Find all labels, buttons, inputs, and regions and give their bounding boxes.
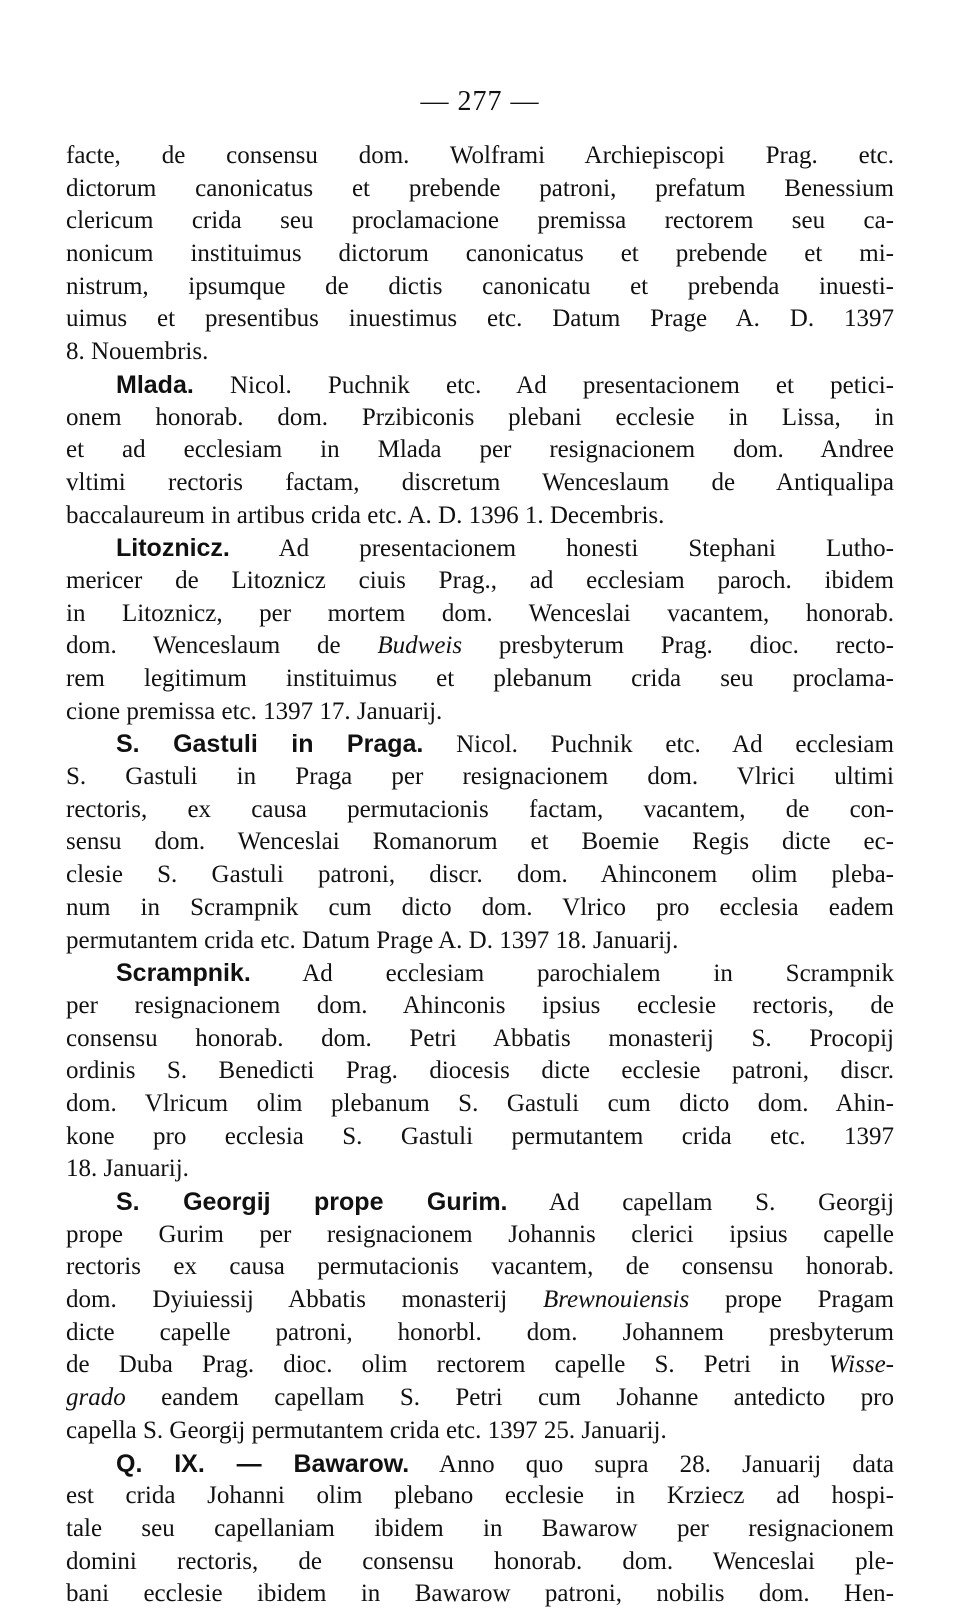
line-text: tale seu capellaniam ibidem in Bawarow per resignacionem <box>66 1514 894 1542</box>
line-text: est crida Johanni olim plebano ecclesie in Krziecz ad hospi- <box>66 1482 894 1510</box>
entry-heading: S. Georgij prope Gurim. <box>116 1188 508 1216</box>
line-text: Ad presentacionem honesti Stephani Lutho- <box>229 535 894 563</box>
text-line <box>66 696 894 729</box>
italic-place-name: grado <box>66 1384 126 1412</box>
line-text: eandem capellam S. Petri cum Johanne antedicto pro <box>125 1384 894 1412</box>
line-text-pre: dom. Wenceslaum de <box>66 632 378 660</box>
text-line <box>66 565 894 598</box>
line-text: dictorum canonicatus et prebende patroni, prefatum Benessium <box>66 174 894 202</box>
text-line <box>66 1349 894 1382</box>
text-line <box>66 1153 894 1186</box>
line-text: rectoris, ex causa permutacionis factam, vacantem, de con- <box>66 795 894 823</box>
line-text: S. Gastuli in Praga per resignacionem dom. Vlrici ultimi <box>66 763 894 791</box>
text-line <box>66 467 894 500</box>
text-line <box>66 925 894 958</box>
entry-heading: Litoznicz. <box>116 534 230 563</box>
page-number: — 277 — <box>420 86 540 117</box>
line-text: baccalaureum in artibus crida etc. A. D. 1396 1. Decembris. <box>66 501 665 529</box>
italic-place-name: Brewnouiensis <box>542 1286 690 1314</box>
line-text: in Litoznicz, per mortem dom. Wenceslai vacantem, honorab. <box>66 599 894 627</box>
text-line <box>66 1513 894 1546</box>
text-line <box>66 1121 894 1154</box>
line-text: presbyterum Prag. dioc. recto- <box>462 632 894 660</box>
line-text: permutantem crida etc. Datum Prage A. D. 1397 18. Januarij. <box>66 926 679 954</box>
line-text: clericum crida seu proclamacione premissa rectorem seu ca- <box>66 207 894 235</box>
text-line <box>66 238 894 271</box>
line-text: Ad ecclesiam parochialem in Scrampnik <box>250 960 894 988</box>
entry-heading: Q. IX. — Bawarow. <box>116 1449 410 1478</box>
line-text: capella S. Georgij permutantem crida etc. 1397 25. Januarij. <box>66 1416 667 1444</box>
text-line <box>66 434 894 467</box>
body-text <box>66 140 894 1611</box>
text-line <box>66 1480 894 1513</box>
text-line <box>66 1448 894 1481</box>
line-text: uimus et presentibus inuestimus etc. Datum Prage A. D. 1397 <box>66 305 894 333</box>
line-text: clesie S. Gastuli patroni, discr. dom. Ahinconem olim pleba- <box>66 861 894 889</box>
text-line <box>66 598 894 631</box>
text-line <box>66 1219 894 1252</box>
text-line <box>66 303 894 336</box>
line-text: 8. Nouembris. <box>66 338 209 366</box>
text-line <box>66 728 894 761</box>
text-line <box>66 761 894 794</box>
text-line <box>66 1317 894 1350</box>
text-line <box>66 532 894 565</box>
italic-place-name: Wisse- <box>828 1351 894 1379</box>
line-text: Nicol. Puchnik etc. Ad presentacionem et petici- <box>193 371 894 399</box>
text-line <box>66 1284 894 1317</box>
text-line <box>66 271 894 304</box>
text-line <box>66 173 894 206</box>
text-line <box>66 1186 894 1219</box>
italic-place-name: Budweis <box>377 632 463 660</box>
line-text-pre: de Duba Prag. dioc. olim rectorem capelle S. Petri in <box>66 1351 829 1379</box>
line-text: sensu dom. Wenceslai Romanorum et Boemie Regis dicte ec- <box>66 828 894 856</box>
line-text: cione premissa etc. 1397 17. Januarij. <box>66 697 443 725</box>
line-text: consensu honorab. dom. Petri Abbatis monasterij S. Procopij <box>66 1024 894 1052</box>
line-text: et ad ecclesiam in Mlada per resignacionem dom. Andree <box>66 436 894 464</box>
line-text-pre: dom. Dyiuiessij Abbatis monasterij <box>66 1286 543 1314</box>
text-line <box>66 205 894 238</box>
text-line <box>66 1055 894 1088</box>
line-text: rem legitimum instituimus et plebanum crida seu proclama- <box>66 665 894 692</box>
line-text: dom. Vlricum olim plebanum S. Gastuli cum dicto dom. Ahin- <box>66 1089 894 1117</box>
line-text: prope Gurim per resignacionem Johannis clerici ipsius capelle <box>66 1220 894 1248</box>
line-text: vltimi rectoris factam, discretum Wenceslaum de Antiqualipa <box>66 468 894 496</box>
text-line <box>66 1546 894 1579</box>
line-text: dicte capelle patroni, honorbl. dom. Johannem presbyterum <box>66 1318 894 1346</box>
text-line <box>66 990 894 1023</box>
text-line <box>66 336 894 369</box>
line-text: Anno quo supra 28. Januarij data <box>409 1450 894 1478</box>
text-line <box>66 663 894 696</box>
text-line <box>66 826 894 859</box>
line-text: kone pro ecclesia S. Gastuli permutantem crida etc. 1397 <box>66 1122 894 1150</box>
text-line <box>66 892 894 925</box>
line-text: mericer de Litoznicz ciuis Prag., ad ecclesiam paroch. ibidem <box>66 566 894 594</box>
line-text: ordinis S. Benedicti Prag. diocesis dicte ecclesie patroni, discr. <box>66 1057 894 1085</box>
line-text: domini rectoris, de consensu honorab. dom. Wenceslai ple- <box>66 1547 894 1575</box>
text-line <box>66 1023 894 1056</box>
line-text: bani ecclesie ibidem in Bawarow patroni, nobilis dom. Hen- <box>66 1580 894 1608</box>
text-line <box>66 794 894 827</box>
line-text: Ad capellam S. Georgij <box>507 1189 895 1216</box>
text-line <box>66 957 894 990</box>
line-text: num in Scrampnik cum dicto dom. Vlrico pro ecclesia eadem <box>66 893 894 921</box>
text-line <box>66 859 894 892</box>
entry-heading: Mlada. <box>116 370 194 399</box>
entry-heading: Scrampnik. <box>116 959 251 988</box>
line-text: facte, de consensu dom. Wolframi Archiepiscopi Prag. etc. <box>66 142 894 169</box>
text-line <box>66 500 894 533</box>
line-text: per resignacionem dom. Ahinconis ipsius ecclesie rectoris, de <box>66 991 894 1019</box>
line-text: nonicum instituimus dictorum canonicatus et prebende et mi- <box>66 240 894 268</box>
line-text: Nicol. Puchnik etc. Ad ecclesiam <box>423 731 894 759</box>
line-text: onem honorab. dom. Przibiconis plebani ecclesie in Lissa, in <box>66 403 894 431</box>
line-text: prope Pragam <box>689 1286 894 1314</box>
text-line <box>66 1578 894 1611</box>
line-text: rectoris ex causa permutacionis vacantem, de consensu honorab. <box>66 1253 894 1281</box>
text-line <box>66 1251 894 1284</box>
text-line <box>66 630 894 663</box>
line-text: nistrum, ipsumque de dictis canonicatu et prebenda inuesti- <box>66 272 894 300</box>
text-line <box>66 140 894 173</box>
text-line <box>66 1088 894 1121</box>
entry-heading: S. Gastuli in Praga. <box>116 730 424 759</box>
text-line <box>66 402 894 435</box>
line-text: 18. Januarij. <box>66 1155 189 1183</box>
text-line <box>66 1415 894 1448</box>
text-line <box>66 369 894 402</box>
text-line <box>66 1382 894 1415</box>
